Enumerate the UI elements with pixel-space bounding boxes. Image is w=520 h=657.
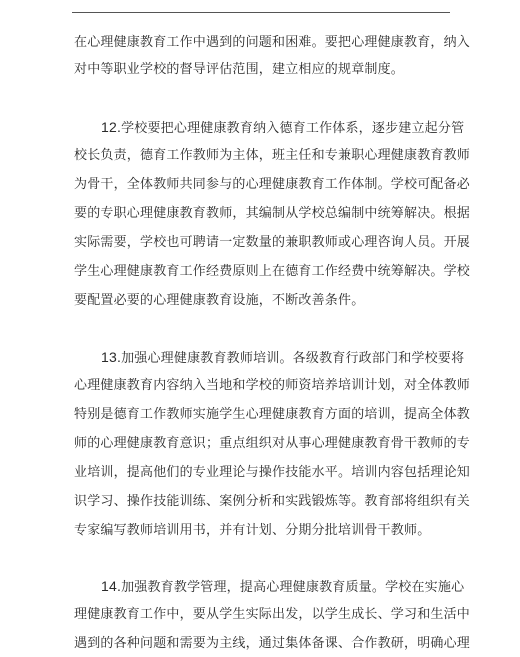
text-line: 专家编写教师培训用书，并有计划、分期分批培训骨干教师。	[74, 523, 431, 538]
paragraph-number: 12.	[101, 119, 122, 135]
text-line: 心理健康教育内容纳入当地和学校的师资培养培训计划，对全体教师	[74, 378, 471, 393]
text-line: 在心理健康教育工作中遇到的问题和困难。要把心理健康教育，纳入	[74, 35, 471, 50]
paragraph-number: 14.	[101, 578, 122, 594]
text-line: 师的心理健康教育意识；重点组织对从事心理健康教育骨干教师的专	[74, 436, 471, 451]
header-rule	[72, 12, 450, 13]
text-line: 学生心理健康教育工作经费原则上在德育工作经费中统筹解决。学校	[74, 264, 471, 279]
text-line: 校长负责，德育工作教师为主体，班主任和专兼职心理健康教育教师	[74, 148, 471, 163]
text-line: 业培训，提高他们的专业理论与操作技能水平。培训内容包括理论知	[74, 465, 471, 480]
text-line: 识学习、操作技能训练、案例分析和实践锻炼等。教育部将组织有关	[74, 494, 471, 509]
text-line: 学校要把心理健康教育纳入德育工作体系，逐步建立起分管	[121, 121, 465, 136]
text-line: 特别是德育工作教师实施学生心理健康教育方面的培训，提高全体教	[74, 407, 471, 422]
text-line: 实际需要，学校也可聘请一定数量的兼职教师或心理咨询人员。开展	[74, 235, 471, 250]
text-line: 加强心理健康教育教师培训。各级教育行政部门和学校要将	[121, 351, 465, 366]
text-line: 为骨干，全体教师共同参与的心理健康教育工作体制。学校可配备必	[74, 177, 471, 192]
paragraph-13-first-line	[101, 349, 465, 367]
text-line: 对中等职业学校的督导评估范围，建立相应的规章制度。	[74, 62, 405, 77]
paragraph-14-first-line	[101, 578, 465, 596]
text-line: 要的专职心理健康教育教师，其编制从学校总编制中统筹解决。根据	[74, 206, 471, 221]
paragraph-number: 13.	[101, 349, 122, 365]
text-line: 遇到的各种问题和需要为主线，通过集体备课、合作教研，明确心理	[74, 636, 471, 651]
text-line: 要配置必要的心理健康教育设施，不断改善条件。	[74, 293, 365, 308]
paragraph-12-first-line	[101, 119, 465, 137]
text-line: 加强教育教学管理，提高心理健康教育质量。学校在实施心	[121, 580, 465, 595]
text-line: 理健康教育工作中，要从学生实际出发，以学生成长、学习和生活中	[74, 607, 471, 622]
